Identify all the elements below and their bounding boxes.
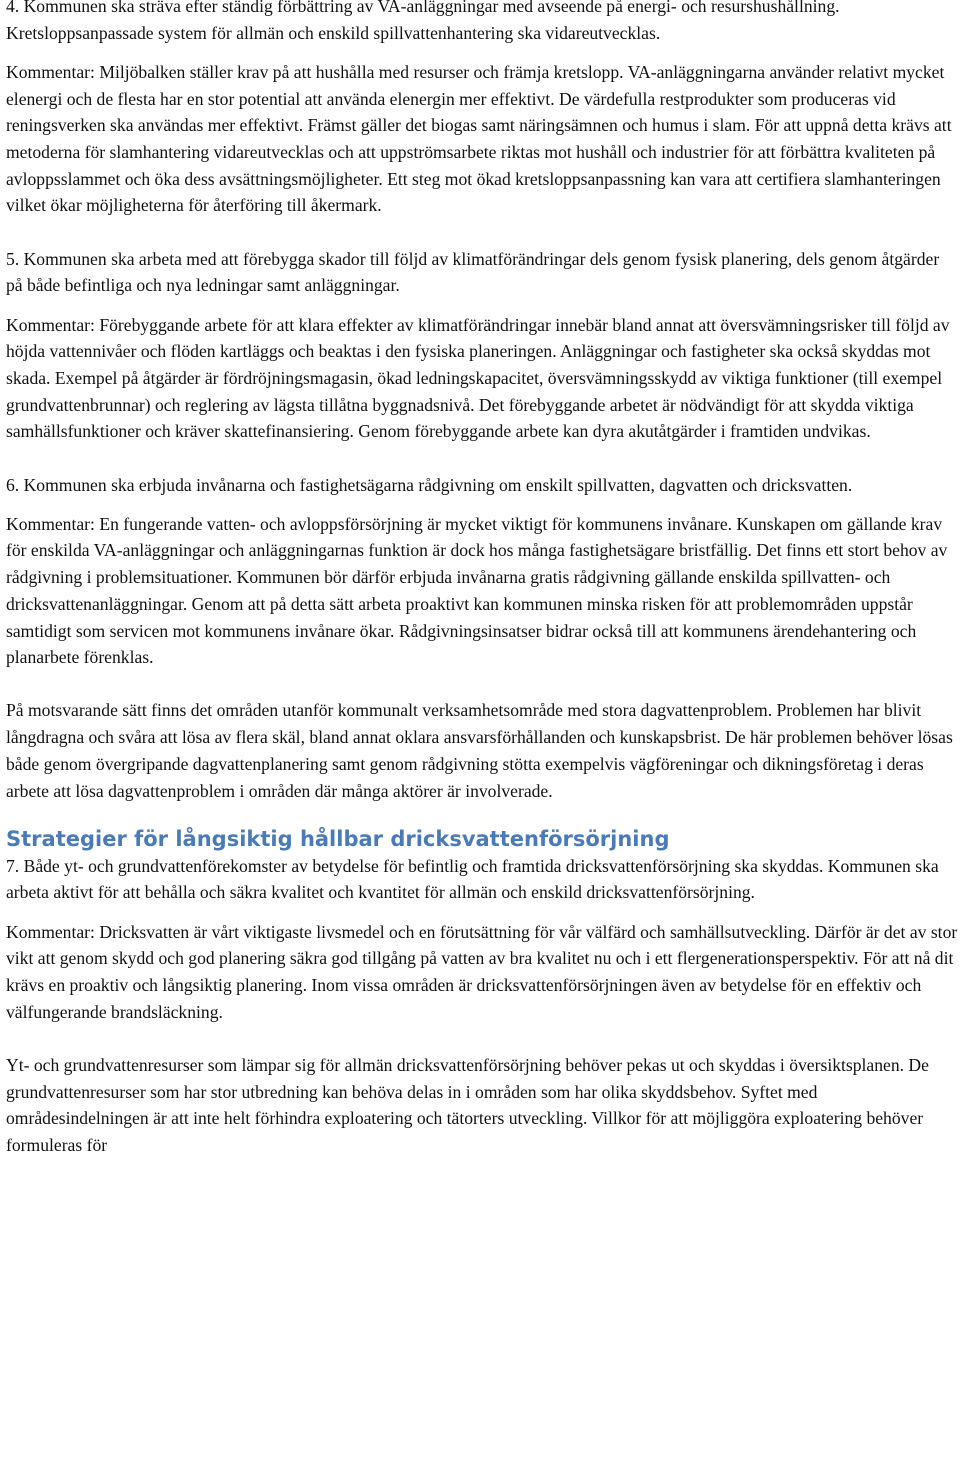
paragraph-goal-5: 5. Kommunen ska arbeta med att förebygga skador till följd av klimatförändringar dels genom fysisk planering, dels genom åtgärder på både befintliga och nya ledningar samt anläggningar.: [6, 248, 940, 296]
paragraph-comment-6: Kommentar: En fungerande vatten- och avloppsförsörjning är mycket viktigt för kommunens invånare. Kunskapen om gällande krav för enskilda VA-anläggningar och anläggningarnas funktion är dock hos många fastighetsägare bristfällig. Det finns ett stort behov av rådgivning i problemsituationer. Kommunen bör därför erbjuda invånarna gratis rådgivning gällande enskilda spillvatten- och dricksvattenanläggningar. Genom att på detta sätt arbeta proaktivt kan kommunen minska risken för att problemområden uppstår samtidigt som servicen mot kommunens invånare ökar. Rådgivningsinsatser bidrar också till att kommunens ärendehantering och planarbete förenklas.: [6, 513, 948, 668]
paragraph-goal-4: 4. Kommunen ska sträva efter ständig förbättring av VA-anläggningar med avseende på energi- och resurshushållning. Kretsloppsanpassade system för allmän och enskild spillvattenhantering ska vidareutvecklas.: [6, 0, 840, 43]
document-page: [6, 0, 958, 1159]
section-heading: Strategier för långsiktig hållbar dricksvattenförsörjning: [6, 826, 670, 851]
paragraph-water-resources: Yt- och grundvattenresurser som lämpar sig för allmän dricksvattenförsörjning behöver pekas ut och skyddas i översiktsplanen. De grundvattenresurser som har stor utbredning kan behöva delas in i områden som har olika skyddsbehov. Syftet med områdesindelningen är att inte helt förhindra exploatering och tätorters utveckling. Villkor för att möjliggöra exploatering behöver formuleras för: [6, 1055, 929, 1156]
paragraph-comment-5: Kommentar: Förebyggande arbete för att klara effekter av klimatförändringar innebär bland annat att översvämningsrisker till följd av höjda vattennivåer och flöden kartläggs och beaktas i den fysiska planeringen. Anläggningar och fastigheter ska också skyddas mot skada. Exempel på åtgärder är fördröjningsmagasin, ökad ledningskapacitet, översvämningsskydd av viktiga funktioner (till exempel grundvattenbrunnar) och reglering av lägsta tillåtna byggnadsnivå. Det förebyggande arbetet är nödvändigt för att skydda viktiga samhällsfunktioner och kräver skattefinansiering. Genom förebyggande arbete kan dyra akutåtgärder i framtiden undvikas.: [6, 314, 950, 442]
paragraph-comment-4: Kommentar: Miljöbalken ställer krav på att hushålla med resurser och främja kretslopp. VA-anläggningarna använder relativt mycket elenergi och de flesta har en stor potential att använda elenergin mer effektivt. De värdefulla restprodukter som produceras vid reningsverken ska användas mer effektivt. Främst gäller det biogas samt näringsämnen och humus i slam. För att uppnå detta krävs att metoderna för slamhantering vidareutvecklas och att uppströmsarbete riktas mot hushåll och industrier för att förbättra kvaliteten på avloppsslammet och öka dess avsättningsmöjligheter. Ett steg mot ökad kretsloppsanpassning kan vara att certifiera slamhanteringen vilket ökar möjligheterna för återföring till åkermark.: [6, 61, 952, 216]
paragraph-goal-6: 6. Kommunen ska erbjuda invånarna och fastighetsägarna rådgivning om enskilt spillvatten, dagvatten och dricksvatten.: [6, 474, 853, 495]
paragraph-goal-7: 7. Både yt- och grundvattenförekomster av betydelse för befintlig och framtida dricksvattenförsörjning ska skyddas. Kommunen ska arbeta aktivt för att behålla och säkra kvalitet och kvantitet för allmän och enskild dricksvattenförsörjning.: [6, 855, 939, 903]
paragraph-stormwater: På motsvarande sätt finns det områden utanför kommunalt verksamhetsområde med stora dagvattenproblem. Problemen har blivit långdragna och svåra att lösa av flera skäl, bland annat oklara ansvarsförhållanden och kunskapsbrist. De här problemen behöver lösas både genom övergripande dagvattenplanering samt genom rådgivning stötta exempelvis vägföreningar och dikningsföretag i deras arbete att lösa dagvattenproblem i områden där många aktörer är involverade.: [6, 700, 953, 801]
paragraph-comment-7: Kommentar: Dricksvatten är vårt viktigaste livsmedel och en förutsättning för vår välfärd och samhällsutveckling. Därför är det av stor vikt att genom skydd och god planering säkra god tillgång på vatten av bra kvalitet nu och i ett flergenerationsperspektiv. För att nå dit krävs en proaktiv och långsiktig planering. Inom vissa områden är dricksvattenförsörjningen även av betydelse för en effektiv och välfungerande brandsläckning.: [6, 921, 958, 1022]
